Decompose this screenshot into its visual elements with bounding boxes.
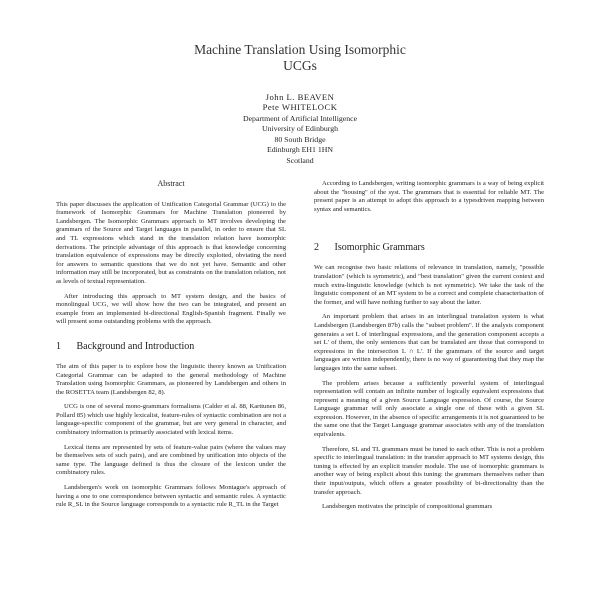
affiliation-block: [0, 114, 600, 166]
abstract-paragraph: This paper discusses the application of Unification Categorial Grammar (UCG) to the framework of Isomorphic Grammars for Machine Translation pioneered by Landsbergen. The Isomorphic Grammars approach to MT involves developing the grammars of the Source and Target languages in parallel, in order to ensure that SL and TL expressions which stand in the translation relation have isomorphic derivations. The principle advantage of this approach is that knowledge concerning translation equivalence of expressions may be directly exploited, obviating the need for answers to semantic questions that we do not yet have. Semantic and other information may still be incorporated, but as constraints on the translation relation, not as levels of textual representation.: [56, 200, 286, 285]
body-paragraph: The problem arises because a sufficiently powerful system of interlingual representation will contain an infinite number of logically equivalent expressions that represent a meaning of a given Source Language expression. Of course, the Source Language grammar will only associate a single one of these with a given SL expression. However, in the absence of specific arrangements it is not guaranteed to be the same one that the Target Language grammar associates with any of the translation equivalents.: [314, 379, 544, 439]
body-paragraph: The aim of this paper is to explore how the linguistic theory known as Unification Categorial Grammar can be adapted to the general methodology of Machine Translation using Isomorphic Grammars, as pioneered by Landsbergen and others in the ROSETTA team (Landsbergen 82, 8).: [56, 362, 286, 396]
affiliation-line: 80 South Bridge: [274, 134, 326, 144]
left-column: [56, 180, 286, 516]
section-number: 1: [56, 340, 61, 352]
right-column: [314, 180, 544, 518]
body-paragraph: Therefore, SL and TL grammars must be tuned to each other. This is not a problem specific to interlingual translation: in the transfer approach to MT systems design, this tuning is effected by an explicit transfer module. The use of isomorphic grammars is another way of being explicit about this tuning: the grammars themselves rather than their input/outputs, which offers a greater possibility of bi-directionality than the transfer approach.: [314, 445, 544, 496]
section-title: Isomorphic Grammars: [334, 242, 425, 254]
body-paragraph: UCG is one of several mono-grammars formalisms (Calder et al. 88, Karttunen 86, Pollard 85) which use highly lexicalist, feature-rules of syntactic combination are not a language-specific component of the grammar, but are very general in character, and combinatory information is primarily associated with lexical items.: [56, 403, 286, 437]
page-title: [0, 42, 600, 74]
body-paragraph: According to Landsbergen, writing isomorphic grammars is a way of being explicit about the "housing" of the syst. The grammars that is essential for reliable MT. The present paper is an attempt to adopt this approach to a typesdriven mapping between syntax and semantics.: [314, 180, 544, 213]
section-number: 2: [314, 242, 319, 254]
body-paragraph: We can recognise two basic relations of relevance in translation, namely, "possible translation" (which is symmetric), and "best translation" given the current context and much extra-linguistic knowledge (which is not symmetric). We take the task of the linguistic component of an MT system to be a correct and complete characterisation of the former, and will have nothing further to say about the latter.: [314, 264, 544, 306]
body-paragraph: Landsbergen's work on isomorphic Grammars follows Montague's approach of having a one to one correspondence between syntactic and semantic rules. A syntactic rule R_SL in the Source language corresponds to a syntactic rule R_TL in the Target: [56, 484, 286, 509]
affiliation-line: University of Edinburgh: [261, 124, 339, 134]
author-name: Pete WHITELOCK: [262, 102, 338, 112]
abstract-paragraph: After introducing this approach to MT system design, and the basics of monolingual UCG, we will show how the two can be integrated, and present an example from an implemented bi-directional English-Spanish fragment. Finally we will present some outstanding problems with the approach.: [56, 292, 286, 326]
body-paragraph: Lexical items are represented by sets of feature-value pairs (where the values may be themselves sets of such pairs), and are combined by unification into objects of the same type. The language defined is thus the closure of the lexicon under the combinatory rules.: [56, 443, 286, 477]
abstract-heading: Abstract: [157, 179, 185, 188]
author-name: John L. BEAVEN: [265, 92, 335, 102]
affiliation-line: Edinburgh EH1 1HN: [266, 145, 334, 155]
title-line-2: UCGs: [283, 58, 317, 73]
affiliation-line: Scotland: [286, 155, 314, 165]
body-paragraph: Landsbergen motivates the principle of compositional grammars: [322, 503, 493, 511]
affiliation-line: Department of Artificial Intelligence: [242, 114, 358, 123]
body-paragraph: An important problem that arises in an interlingual translation system is what Landsbergen (Landsbergen 87b) calls the "subset problem". If the analysis component generates a set L of interlingual expressions, and the generation component accepts a set L' of them, the only sentences that can be translated are those that correspond to expressions in the intersection L ∩ L'. If the grammars of the source and target languages are written independently, there is no way of guaranteeing that they map the languages into the same subset.: [314, 313, 544, 372]
section-heading: [314, 242, 544, 254]
title-line-1: Machine Translation Using Isomorphic: [194, 42, 406, 57]
section-heading: [56, 341, 286, 353]
author-list: [0, 92, 600, 112]
section-title: Background and Introduction: [76, 340, 195, 352]
